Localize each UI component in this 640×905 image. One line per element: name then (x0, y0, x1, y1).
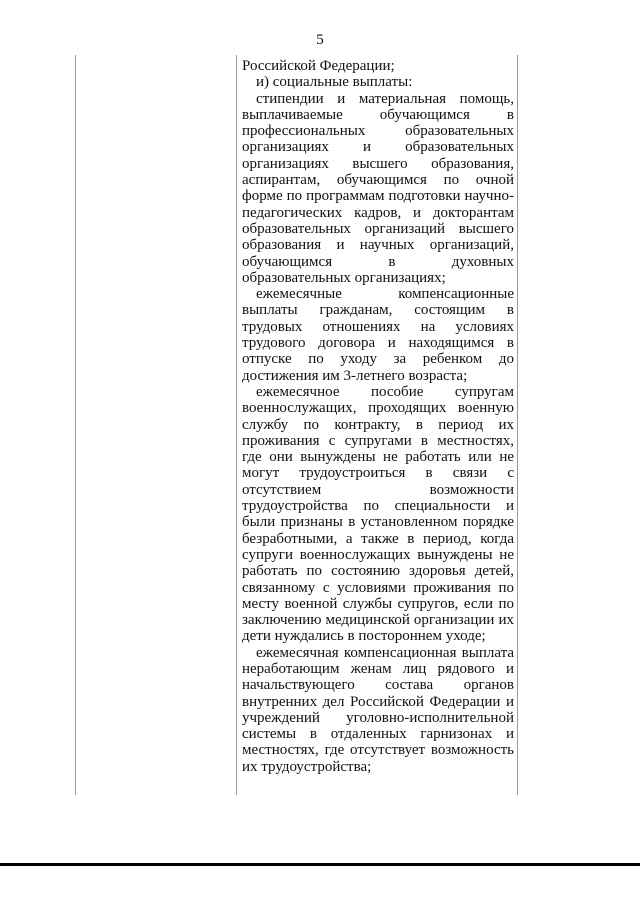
document-text-column (242, 58, 514, 775)
paragraph-internal-affairs-spouse-payment: ежемесячная компенсационная выплата неработающим женам лиц рядового и начальствующего состава органов внутренних дел Российской Федерации и учреждений уголовно-исполнительной системы в отдаленных гарнизонах и местностях, где отсутствует возможность их трудоустройства; (242, 644, 514, 775)
page-number: 5 (316, 32, 324, 48)
column-border-left (236, 55, 237, 795)
table-border-left (75, 55, 76, 795)
paragraph-childcare-compensation: ежемесячные компенсационные выплаты гражданам, состоящим в трудовых отношениях на условиях трудового договора и находящимся в отпуске по уходу за ребенком до достижения им 3-летнего возраста; (242, 286, 514, 384)
paragraph-social-payments-heading: и) социальные выплаты: (256, 74, 413, 91)
paragraph-stipends: стипендии и материальная помощь, выплачиваемые обучающимся в профессиональных образовательных организациях и образовательных организациях высшего образования, аспирантам, обучающимся по очной форме по программам подготовки научно-педагогических кадров, и докторантам образовательных организаций высшего образования и научных организаций, обучающимся в духовных образовательных организациях; (242, 90, 514, 286)
paragraph-military-spouse-allowance: ежемесячное пособие супругам военнослужащих, проходящих военную службу по контракту, в период их проживания с супругами в местностях, где они вынуждены не работать или не могут трудоустроиться в связи с отсутствием возможности трудоустройства по специальности и были признаны в установленном порядке безработными, а также в период, когда супруги военнослужащих вынуждены не работать по состоянию здоровья детей, связанному с условиями проживания по месту военной службы супругов, если по заключению медицинской организации их дети нуждались в постороннем уходе; (242, 383, 514, 645)
column-border-right (517, 55, 518, 795)
paragraph-continuation: Российской Федерации; (242, 58, 395, 74)
page-bottom-edge (0, 863, 640, 866)
